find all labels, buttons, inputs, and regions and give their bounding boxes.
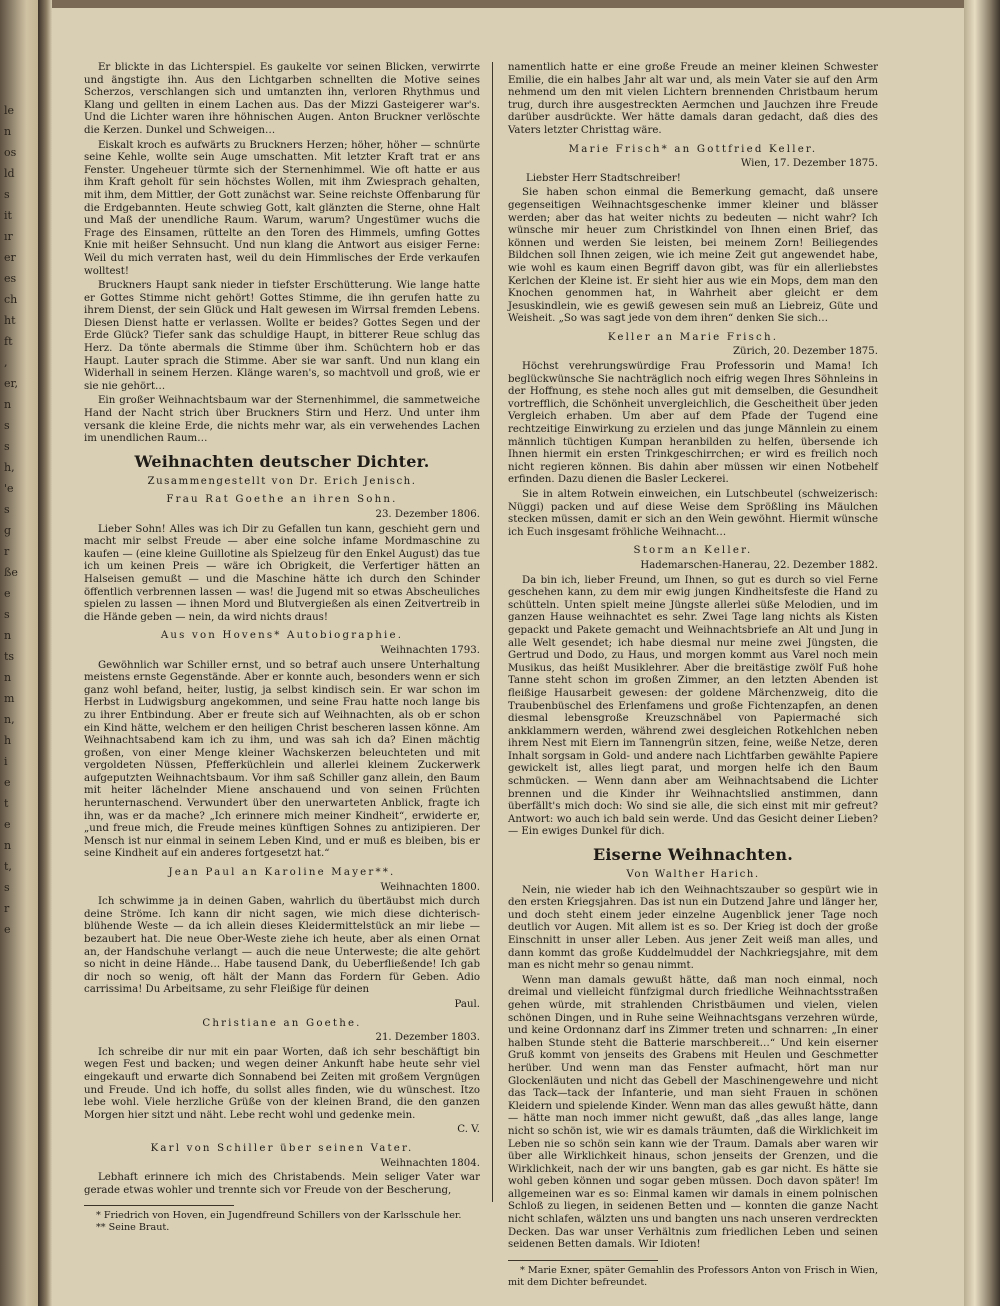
binding-fragment: r (4, 902, 10, 915)
article-byline: Von Walther Harich. (626, 869, 760, 881)
binding-fragment: r (4, 545, 10, 558)
binding-fragment: e (4, 776, 11, 789)
binding-fragment: h (4, 734, 12, 747)
letter-date: 23. Dezember 1806. (375, 509, 480, 520)
letter-paragraph: Gewöhnlich war Schiller ernst, und so betraf auch unsere Unterhaltung meistens ernste Gegenstände. Aber er konnte auch, besonders wenn er sich ganz wohl befand, heiter, lustig, ja selbst kindisch sein. Er war schon im Herbst in Ludwigsburg angekommen, und seine Frau hatte noch lange bis zu ihrer Entbindung. Aber er freute sich auf Weihnachten, als ob er schon ein Kind hätte, welchem er den heiligen Christ bescheren lassen könne. Am Weihnachtsabend kam ich zu ihm, und was sah ich da? Einen mächtig großen, von einer Menge kleiner Wachskerzen beleuchteten und mit vergoldeten Nüssen, Pfefferküchlein und allerlei kleinem Zuckerwerk aufgeputzten Weihnachtsbaum. Vor ihm saß Schiller ganz allein, den Baum mit heiter lächelnder Miene anschauend und von seinen Früchten herunternaschend. Verwundert über den unerwarteten Anblick, fragte ich ihn, was er da mache? „Ich erinnere mich meiner Kindheit“, erwiderte er, „und freue mich, die Freude meines künftigen Sohnes zu antizipieren. Der Mensch ist nur einmal in seinem Leben Kind, und er muß es bleiben, bis er seine Kindheit auf ein anderes fortgesetzt hat.“ (84, 659, 480, 860)
binding-fragment: h, (4, 461, 15, 474)
letter-heading: Keller an Marie Frisch. (607, 331, 779, 343)
binding-text-fragments (4, 100, 26, 940)
letter-signature: Paul. (454, 998, 480, 1010)
footnote: * Marie Exner, später Gemahlin des Professors Anton von Frisch in Wien, mit dem Dichter befreundet. (508, 1264, 878, 1288)
letter-date: 21. Dezember 1803. (375, 1032, 480, 1044)
binding-fragment: er, (4, 377, 19, 390)
binding-fragment: os (4, 146, 17, 159)
letter-paragraph: Sie in altem Rotwein einweichen, ein Lutschbeutel (schweizerisch: Nüggi) packen und auf diese Weise dem Sprößling ins Mäulchen stecken müssen, damit er sich an den Wein gewöhnt. Hiermit wünsche ich Euch insgesamt fröhliche Weihnacht… (508, 489, 878, 538)
letter-heading: Christiane an Goethe. (202, 1017, 362, 1029)
article-paragraph: Nein, nie wieder hab ich den Weihnachtszauber so gespürt wie in den ersten Kriegsjahren. Das ist nun ein Dutzend Jahre und länger her, und doch steht einem jeder einzelne Augenblick jener Tage noch deutlich vor Augen. Mit allem ist es so. Der Krieg ist doch der große Einschnitt in unser aller Leben. Aus jener Zeit weiß man alles, und dann kommt das große Kuddelmuddel der Nachkriegsjahre, mit dem man es nicht mehr so genau nimmt. (508, 884, 878, 972)
bruckner-paragraph: Eiskalt kroch es aufwärts zu Bruckners Herzen; höher, höher — schnürte seine Kehle, wollte sein Auge umschatten. Mit letzter Kraft trat er ans Fenster. Ungeheuer türmte sich der Sternenhimmel. Wie oft hatte er aus ihm Kraft geholt für sein höchstes Wollen, mit ihm Zwiesprach gehalten, mit ihm, dem Mittler, der Gott zunächst war. Seine reichste Offenbarung für die Erdgebannten. Heute schwieg Gott, kalt glänzten die Sterne, ohne Halt und Maß der unendliche Raum. Warum, warum? Ungestümer wuchs die Frage des Einsamen, rüttelte an den Toren des Himmels, umfing Gottes Knie mit heißer Sehnsucht. Und nun klang die Antwort aus eisiger Ferne: Weil du mich verraten hast, weil du dein Himmlisches der Erde verkaufen wolltest! (84, 139, 480, 277)
letter-date: Wien, 17. Dezember 1875. (740, 158, 878, 170)
article-title: Weihnachten deutscher Dichter. (134, 451, 430, 471)
letter-paragraph: Sie haben schon einmal die Bemerkung gemacht, daß unsere gegenseitigen Weihnachtsgeschenke immer kleiner und blässer werden; aber das hat weiter nichts zu bedeuten — nicht wahr? Ich wünsche mir heuer zum Christkindel von Ihnen einen Brief, das können und werden Sie leisten, bei meinem Zorn! Beiliegendes Bildchen soll Ihnen zeigen, wie ich meine Zeit gut angewendet habe, wie wohl es kaum einen Begriff davon gibt, was für ein allerliebstes Kerlchen der Kleine ist. Er sieht hier aus wie ein Mops, dem man den Knochen genommen hat, in Wahrheit aber gleicht er dem Jesuskindlein, wie es gewiß gewesen sein muß an Liebreiz, Güte und Weisheit. „So was sagt jede von dem ihren“ denken Sie sich… (508, 187, 878, 325)
binding-fragment: , (4, 356, 8, 369)
article-title: Eiserne Weihnachten. (593, 845, 793, 865)
binding-fragment: ır (4, 230, 13, 243)
binding-fragment: ts (4, 650, 15, 663)
letter-paragraph: Ich schwimme ja in deinen Gaben, wahrlich du übertäubst mich durch deine Ströme. Ich kann dir nicht sagen, wie mich diese dichterisch-blühende Weste — da ich allein dieses Kleidermittelstück an mir liebe — bezaubert hat. Die neue Ober-Weste ziehe ich heute, aber als einen Ornat an, der Handschuhe verlangt — auch die neue Unterweste; die alte gehört so nicht in deine Hände… Habe tausend Dank, du Ueberfließende! Ich gab dir noch so wenig, oft hält der Mann das Fordern für Geben. Adio carrissima! Du Arbeitsame, zu sehr Fleißige für deinen (84, 896, 480, 996)
letter-heading: Karl von Schiller über seinen Vater. (150, 1142, 414, 1154)
binding-fragment: e (4, 923, 11, 936)
letter-date: Zürich, 20. Dezember 1875. (732, 346, 878, 358)
binding-fragment: e (4, 587, 11, 600)
binding-fragment: ße (4, 566, 18, 579)
binding-fragment: s (4, 419, 10, 432)
letter-paragraph: Höchst verehrungswürdige Frau Professorin und Mama! Ich beglückwünsche Sie nachträglich noch eifrig wegen Ihres Söhnleins in der Hoffnung, es stehe noch alles gut mit demselben, die Gesundheit vortrefflich, die Schönheit unvergleichlich, die Gescheitheit über jeden Vergleich erhaben. Um aber auf dem Pfade der Tugend eine rechtzeitige Einwirkung zu erzielen und das junge Männlein zu einem männlich tüchtigen Kumpan heranbilden zu helfen, übersende ich Ihnen hiermit ein ersten Trinkgeschirrchen; er wird es freilich noch nicht regieren können. Bis dahin aber müssen wir einen Notbehelf erfinden. Dazu dienen die Basler Leckerei. (508, 361, 878, 486)
right-column (508, 62, 878, 1289)
binding-fragment: i (4, 755, 8, 768)
binding-fragment: n (4, 839, 12, 852)
binding-fragment: es (4, 272, 17, 285)
binding-fragment: s (4, 440, 10, 453)
article-paragraph: Wenn man damals gewußt hätte, daß man noch einmal, noch dreimal und vielleicht fünfzigmal durch friedliche Weihnachtsstraßen gehen würde, mit strahlenden Christbäumen und vielen, vielen schönen Dingen, und in Ruhe seine Weihnachtsgans verzehren würde, und keine Ordonnanz darf ins Zimmer treten und schnarren: „In einer halben Stunde steht die Batterie marschbereit…“ Und kein eiserner Gruß kommt von jenseits des Grabens mit Heulen und Geschmetter herüber. Und wenn man das Fenster aufmacht, hört man nur Glockenläuten und nicht das Gebell der Maschinengewehre und nicht das Tack—tack der Infanterie, und man sieht Frauen in schönen Kleidern und spielende Kinder. Wenn man das alles gewußt hätte, dann — hätte man noch immer nicht gewußt, daß „das alles lange, lange nicht so schön ist, wie wir es damals träumten, daß die Wirklichkeit im Leben nie so schön sein kann wie der Traum. Damals aber waren wir über alle Wirklichkeit hinaus, schon jenseits der Grenzen, und die Wirklichkeit, nach der wir uns bangten, gab es gar nicht. Es hätte sie wohl geben können und sogar geben müssen. Doch davon später! Im allgemeinen war es so: Einmal kamen wir damals in einem polnischen Schloß zu liegen, in seidenen Betten und — konnten die ganze Nacht nicht schlafen, wälzten uns und bangten uns nach unseren verdreckten Decken. Das war unser Verhältnis zum friedlichen Leben und seinen seidenen Betten damals. Wir Idioten! (508, 974, 878, 1251)
letter-heading: Jean Paul an Karoline Mayer**. (168, 867, 396, 879)
binding-fragment: ch (4, 293, 18, 306)
column-divider (492, 62, 493, 1202)
book-spine (38, 0, 52, 1306)
binding-fragment: it (4, 209, 12, 222)
footnote: ** Seine Braut. (96, 1222, 170, 1234)
page-edge (964, 0, 1000, 1306)
letter-heading: Storm an Keller. (633, 545, 753, 557)
letter-salutation: Liebster Herr Stadtschreiber! (526, 172, 681, 184)
binding-fragment: ld (4, 167, 15, 180)
binding-fragment: s (4, 881, 10, 894)
binding-fragment: ht (4, 314, 16, 327)
continuation-paragraph: namentlich hatte er eine große Freude an meiner kleinen Schwester Emilie, die ein halbes Jahr alt war und, als mein Vater sie auf den Arm nehmend um den mit vielen Lichtern brennenden Christbaum herum trug, durch ihre ausgestreckten Aermchen und Jauchzen ihre Freude darüber ausdrückte. Wer hätte damals daran gedacht, daß dies des Vaters letzter Christtag wäre. (508, 62, 878, 136)
binding-fragment: n, (4, 713, 15, 726)
binding-fragment: s (4, 188, 10, 201)
letter-date: Weihnachten 1804. (380, 1157, 480, 1169)
bruckner-paragraph: Ein großer Weihnachtsbaum war der Sternenhimmel, die sammetweiche Hand der Nacht strich über Bruckners Stirn und Herz. Und unter ihm versank die kleine Erde, die nichts mehr war, als ein verwehendes Lachen im unendlichen Raum… (84, 395, 480, 445)
letter-heading: Frau Rat Goethe an ihren Sohn. (166, 494, 398, 506)
binding-fragment: ft (4, 335, 13, 348)
binding-fragment: t (4, 797, 9, 810)
letter-paragraph: Lieber Sohn! Alles was ich Dir zu Gefallen tun kann, geschieht gern und macht mir selbst Freude — aber eine solche infame Mordmaschine zu kaufen — (eine kleine Guillotine als Spielzeug für den Enkel August) das tue ich um keinen Preis — wäre ich Obrigkeit, die Verfertiger hätten an Halseisen gemußt — und die Maschine hätte ich durch den Schinder öffentlich verbrennen lassen — was! die Jugend mit so etwas Abscheuliches spielen zu lassen — ihnen Mord und Blutvergießen als einen Zeitvertreib in die Hände geben — nein, da wird nichts draus! (84, 523, 480, 623)
binding-fragment: le (4, 104, 15, 117)
letter-heading: Marie Frisch* an Gottfried Keller. (568, 143, 818, 155)
letter-paragraph: Ich schreibe dir nur mit ein paar Worten, daß ich sehr beschäftigt bin wegen Fest und backen; und wegen deiner Ankunft habe heute sehr viel eingekauft und erwarte dich Sonnabend bei Zeiten mit großem Vergnügen und Freude. Und ich hoffe, du sollst alles finden, wie du wünschest. Itzo lebe wohl. Viele herzliche Grüße von der kleinen Brand, die den ganzen Morgen hier sitzt und näht. Lebe recht wohl und gedenke mein. (84, 1046, 480, 1121)
letter-date: Weihnachten 1793. (380, 644, 480, 656)
left-column (84, 62, 480, 1234)
footnote: * Friedrich von Hoven, ein Jugendfreund Schillers von der Karlsschule her. (96, 1210, 462, 1222)
letter-date: Hademarschen-Hanerau, 22. Dezember 1882. (640, 559, 878, 571)
binding-fragment: g (4, 524, 12, 537)
binding-fragment: 'e (4, 482, 14, 495)
binding-fragment: s (4, 503, 10, 516)
binding-fragment: n (4, 125, 12, 138)
binding-fragment: t, (4, 860, 12, 873)
bruckner-paragraph: Er blickte in das Lichterspiel. Es gaukelte vor seinen Blicken, verwirrte und ängstigte ihn. Aus den Lichtgarben schnellten die Motive seines Scherzos, verschlangen sich und umtanzten ihn, verloren Rhythmus und Klang und gellten in einem Lachen aus. Das der Mizzi Gasteigerer war's. Und die Lichter waren ihre höhnischen Augen. Anton Bruckner verlöschte die Kerzen. Dunkel und Schweigen… (84, 62, 480, 136)
binding-fragment: s (4, 608, 10, 621)
footnote-rule (508, 1260, 658, 1261)
footnote-rule (84, 1205, 234, 1206)
binding-fragment: n (4, 629, 12, 642)
letter-heading: Aus von Hovens* Autobiographie. (160, 630, 404, 642)
letter-paragraph: Da bin ich, lieber Freund, um Ihnen, so gut es durch so viel Ferne geschehen kann, zu dem mir ewig jungen Kindheitsfeste die Hand zu schütteln. Unten spielt meine Jüngste allerlei süße Melodien, und im ganzen Hause weihnachtet es sehr. Zwei Tage lang nichts als Kisten gepackt und Pakete gemacht und Weihnachtsbriefe an Alt und Jung in alle Welt gesendet; ich habe diesmal nur meine zwei Jüngsten, die Gertrud und Dodo, zu Haus, und morgen kommt aus Varel noch mein Musikus, das heißt Musiklehrer. Aber die breitästige zwölf Fuß hohe Tanne steht schon im großen Zimmer, an den letzten Abenden ist fleißige Hausarbeit gewesen: der goldene Märchenzweig, dito die Traubenbüschel des Erlenfamens und große Fichtenzapfen, an denen diesmal lebensgroße Kreuzschnäbel von Papiermaché sich ankklammern werden, während zwei desgleichen Rotkehlchen neben ihrem Nest mit Eiern im Tannengrün sitzen, feine, weiße Netze, deren Inhalt sorgsam in Gold- und andere nach Lichtfarben gewählte Papiere gewickelt ist, alles liegt parat, und morgen helfe ich den Baum schmücken. — Wenn dann aber am Weihnachtsabend die Lichter brennen und die Kinder ihr Weihnachtslied anstimmen, dann überfällt's mich doch: Wo sind sie alle, die sich einst mit mir gefreut? Antwort: wo auch ich bald sein werde. Und das Gesicht deiner Lieben? — Ein ewiges Dunkel für dich. (508, 574, 878, 838)
letter-date: Weihnachten 1800. (380, 881, 480, 893)
bruckner-paragraph: Bruckners Haupt sank nieder in tiefster Erschütterung. Wie lange hatte er Gottes Stimme nicht gehört! Gottes Stimme, die ihn gerufen hatte zu ihrem Dienst, der sein Glück und Halt gewesen im Wirrsal fremden Lebens. Diesen Dienst hatte er verlassen. Wollte er beides? Gottes Segen und der Erde Glück? Tiefer sank das schuldige Haupt, in bitterer Reue schlug das Herz. Da tönte abermals die Stimme über ihm. Schüchtern hob er das Haupt. Lauter sprach die Stimme. Aber sie war sanft. Und nun klang ein Widerhall in seinem Herzen. Klänge waren's, so machtvoll und groß, wie er sie nie gehört… (84, 280, 480, 392)
binding-fragment: e (4, 818, 11, 831)
letter-signature: C. V. (457, 1124, 480, 1136)
binding-fragment: er (4, 251, 16, 264)
binding-fragment: m (4, 692, 15, 705)
binding-fragment: n (4, 398, 12, 411)
binding-fragment: n (4, 671, 12, 684)
letter-paragraph: Lebhaft erinnere ich mich des Christabends. Mein seliger Vater war gerade etwas wohler und trennte sich vor Freude von der Bescherung, (84, 1172, 480, 1196)
article-byline: Zusammengestellt von Dr. Erich Jenisch. (147, 475, 417, 487)
